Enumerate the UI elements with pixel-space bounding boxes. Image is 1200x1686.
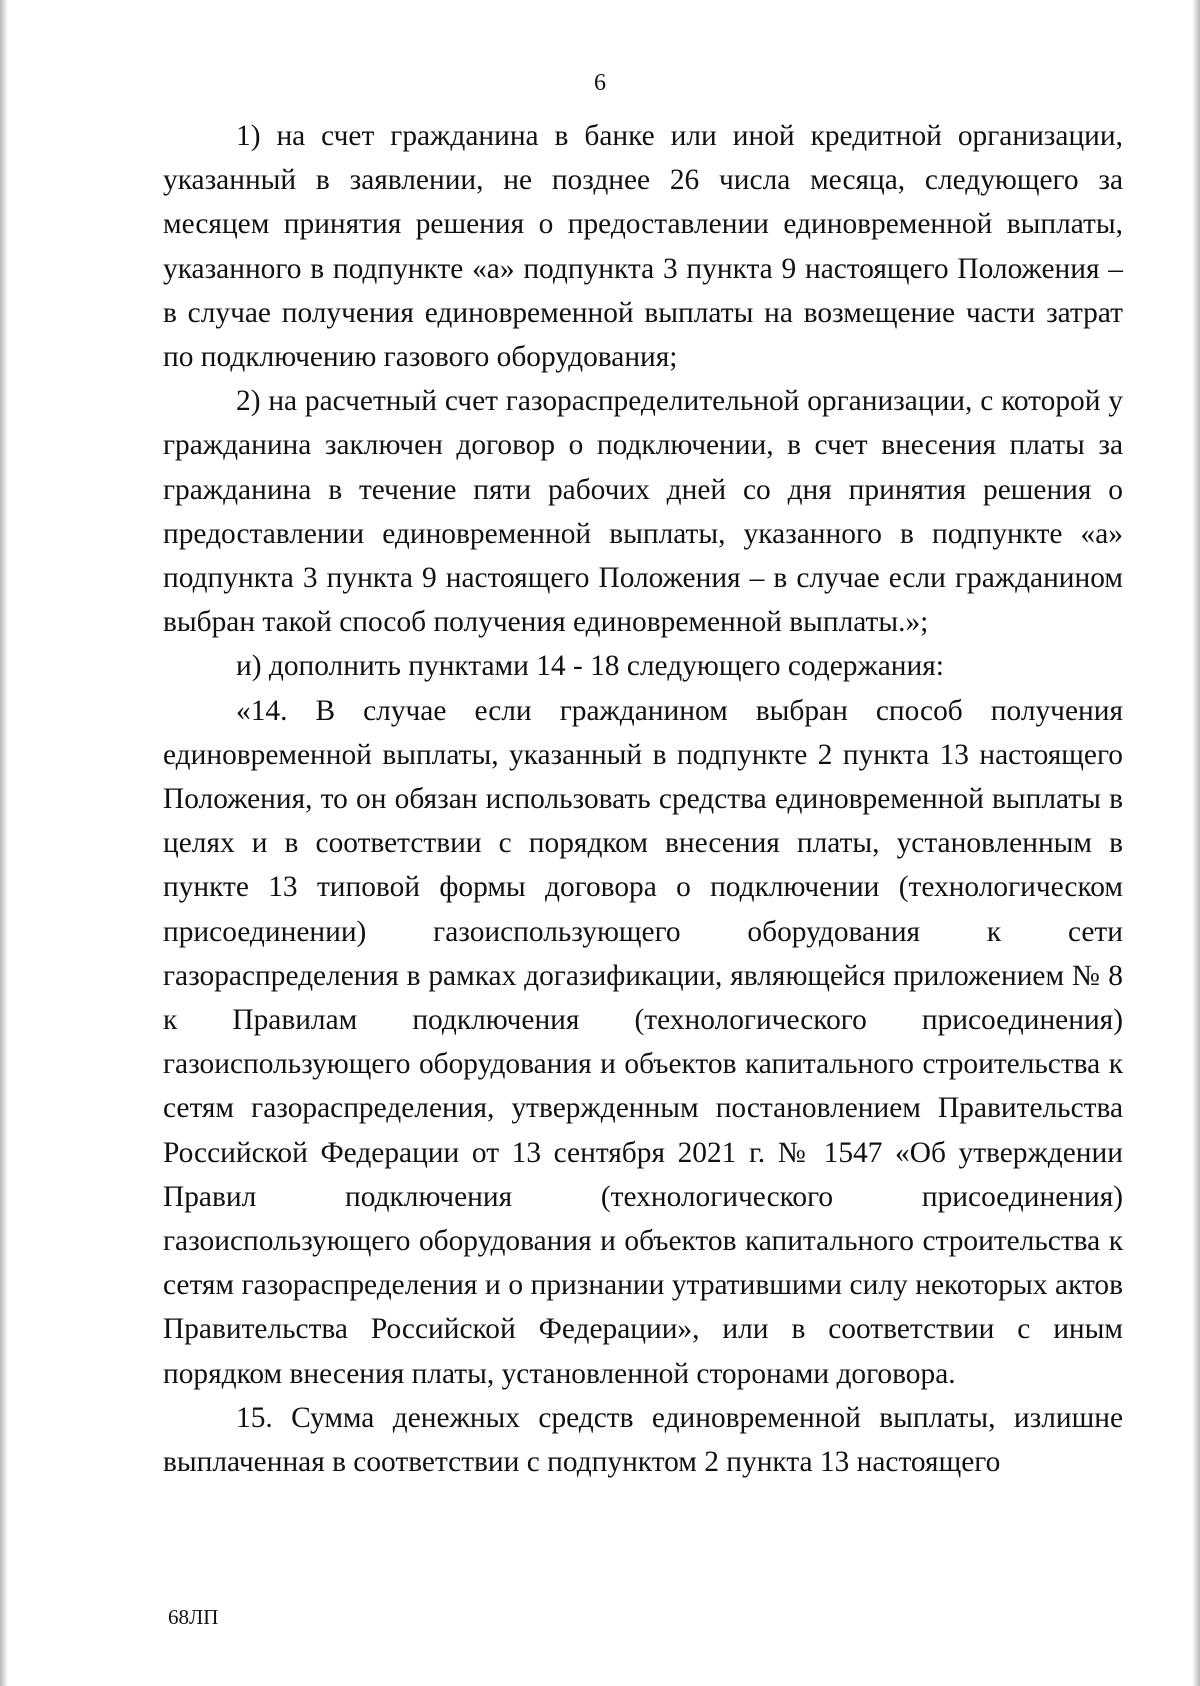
scan-edge-right <box>1192 0 1200 1686</box>
paragraph-item-1: 1) на счет гражданина в банке или иной кредитной организации, указанный в заявлении, не позднее 26 числа месяца, следующего за месяцем принятия решения о предоставлении единовременной выплаты, указанного в подпункте «а» подпункта 3 пункта 9 настоящего Положения – в случае получения единовременной выплаты на возмещение части затрат по подключению газового оборудования; <box>163 120 1123 374</box>
document-body <box>163 114 1123 1484</box>
paragraph-clause-15: 15. Сумма денежных средств единовременной выплаты, излишне выплаченная в соответствии с подпунктом 2 пункта 13 настоящего <box>163 1401 1123 1479</box>
paragraph-item-2: 2) на расчетный счет газораспределительной организации, с которой у гражданина заключен договор о подключении, в счет внесения платы за гражданина в течение пяти рабочих дней со дня принятия решения о предоставлении единовременной выплаты, указанного в подпункте «а» подпункта 3 пункта 9 настоящего Положения – в случае если гражданином выбран такой способ получения единовременной выплаты.»; <box>163 385 1123 639</box>
paragraph-clause-14: «14. В случае если гражданином выбран способ получения единовременной выплаты, указанный в подпункте 2 пункта 13 настоящего Положения, то он обязан использовать средства единовременной выплаты в целях и в соответствии с порядком внесения платы, установленным в пункте 13 типовой формы договора о подключении (технологическом присоединении) газоиспользующего оборудования к сети газораспределения в рамках догазификации, являющейся приложением № 8 к Правилам подключения (технологического присоединения) газоиспользующего оборудования и объектов капитального строительства к сетям газораспределения, утвержденным постановлением Правительства Российской Федерации от 13 сентября 2021 г. № 1547 «Об утверждении Правил подключения (технологического присоединения) газоиспользующего оборудования и объектов капитального строительства к сетям газораспределения и о признании утратившими силу некоторых актов Правительства Российской Федерации», или в соответствии с иным порядком внесения платы, установленной сторонами договора. <box>163 694 1123 1390</box>
page-number: 6 <box>594 70 606 96</box>
paragraph-amendment-i: и) дополнить пунктами 14 - 18 следующего содержания: <box>236 650 944 683</box>
document-code: 68ЛП <box>168 1605 219 1629</box>
scan-edge-left <box>0 0 8 1686</box>
